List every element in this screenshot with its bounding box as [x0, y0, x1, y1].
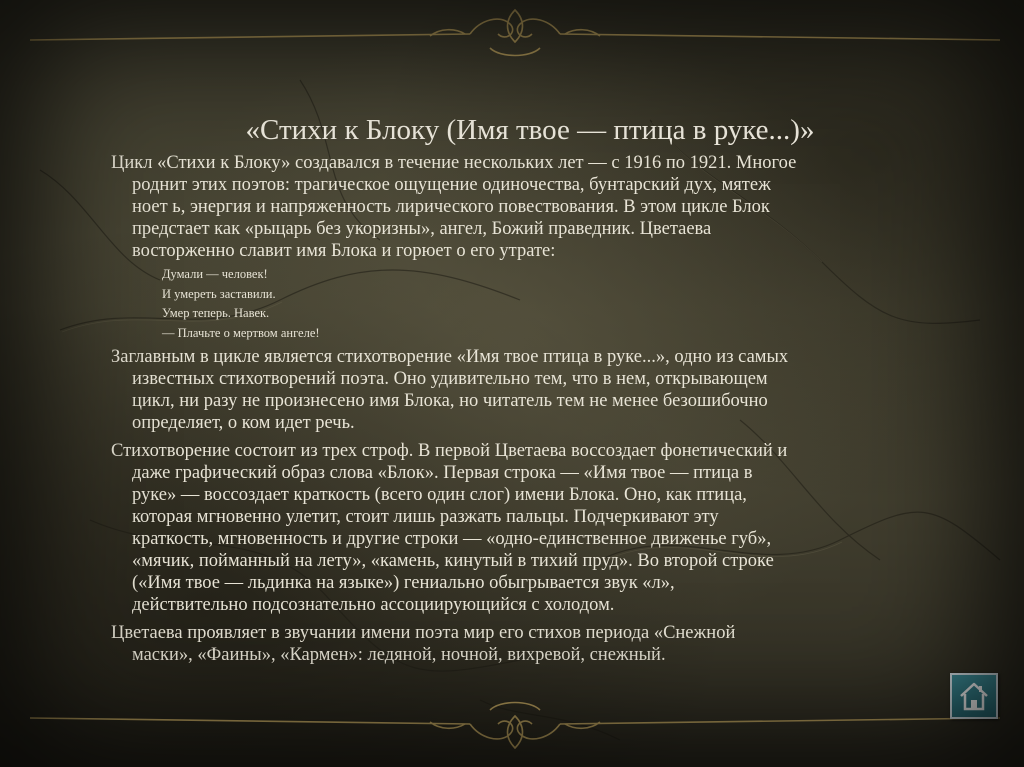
slide-title: «Стихи к Блоку (Имя твое — птица в руке...)» — [245, 114, 815, 146]
paragraph-1-line: ноет ь, энергия и напряженность лирического повествования. В этом цикле Блок — [132, 197, 770, 217]
paragraph-2-line: цикл, ни разу не произнесено имя Блока, но читатель тем не менее безошибочно — [132, 391, 768, 411]
paragraph-1-line: предстает как «рыцарь без укоризны», ангел, Божий праведник. Цветаева — [132, 219, 712, 239]
paragraph-3-line: руке» — воссоздает краткость (всего один слог) имени Блока. Оно, как птица, — [132, 485, 747, 505]
paragraph-3-line: краткость, мгновенность и другие строки — «одно-единственное движенье губ», — [132, 529, 772, 549]
paragraph-1-line: роднит этих поэтов: трагическое ощущение одиночества, бунтарский дух, мятеж — [132, 175, 771, 195]
paragraph-4-line: Цветаева проявляет в звучании имени поэта мир его стихов периода «Снежной — [111, 623, 736, 643]
paragraph-1 — [112, 152, 882, 262]
poem-line: — Плачьте о мертвом ангеле! — [162, 325, 320, 340]
paragraph-3-line: Стихотворение состоит из трех строф. В первой Цветаева воссоздает фонетический и — [111, 441, 788, 461]
home-icon — [957, 679, 991, 713]
paragraph-3-line: которая мгновенно улетит, стоит лишь разжать пальцы. Подчеркивают эту — [132, 507, 719, 527]
paragraph-4 — [112, 622, 882, 666]
poem-quote — [162, 265, 882, 343]
bottom-ornament — [0, 690, 1024, 760]
paragraph-2 — [112, 346, 882, 434]
paragraph-3-line: даже графический образ слова «Блок». Первая строка — «Имя твое — птица в — [132, 463, 753, 483]
paragraph-3-line: («Имя твое — льдинка на языке») гениально обыгрывается звук «л», — [132, 573, 675, 593]
poem-line: И умереть заставили. — [162, 286, 276, 301]
paragraph-3 — [112, 440, 882, 616]
paragraph-2-line: определяет, о ком идет речь. — [132, 413, 355, 433]
poem-line: Думали — человек! — [162, 267, 268, 281]
paragraph-1-line: Цикл «Стихи к Блоку» создавался в течение нескольких лет — с 1916 по 1921. Многое — [111, 153, 797, 173]
paragraph-2-line: известных стихотворений поэта. Оно удивительно тем, что в нем, открывающем — [132, 369, 768, 389]
paragraph-3-line: «мячик, пойманный на лету», «камень, кинутый в тихий пруд». Во второй строке — [132, 551, 774, 571]
paragraph-2-line: Заглавным в цикле является стихотворение «Имя твое птица в руке...», одно из самых — [111, 347, 789, 367]
paragraph-4-line: маски», «Фаины», «Кармен»: ледяной, ночной, вихревой, снежный. — [132, 645, 666, 665]
home-button[interactable] — [950, 673, 998, 719]
top-ornament — [0, 0, 1024, 70]
poem-line: Умер теперь. Навек. — [162, 306, 270, 320]
paragraph-3-line: действительно подсознательно ассоциирующийся с холодом. — [132, 595, 615, 615]
slide-content — [112, 152, 882, 666]
paragraph-1-line: восторженно славит имя Блока и горюет о его утрате: — [132, 241, 556, 261]
